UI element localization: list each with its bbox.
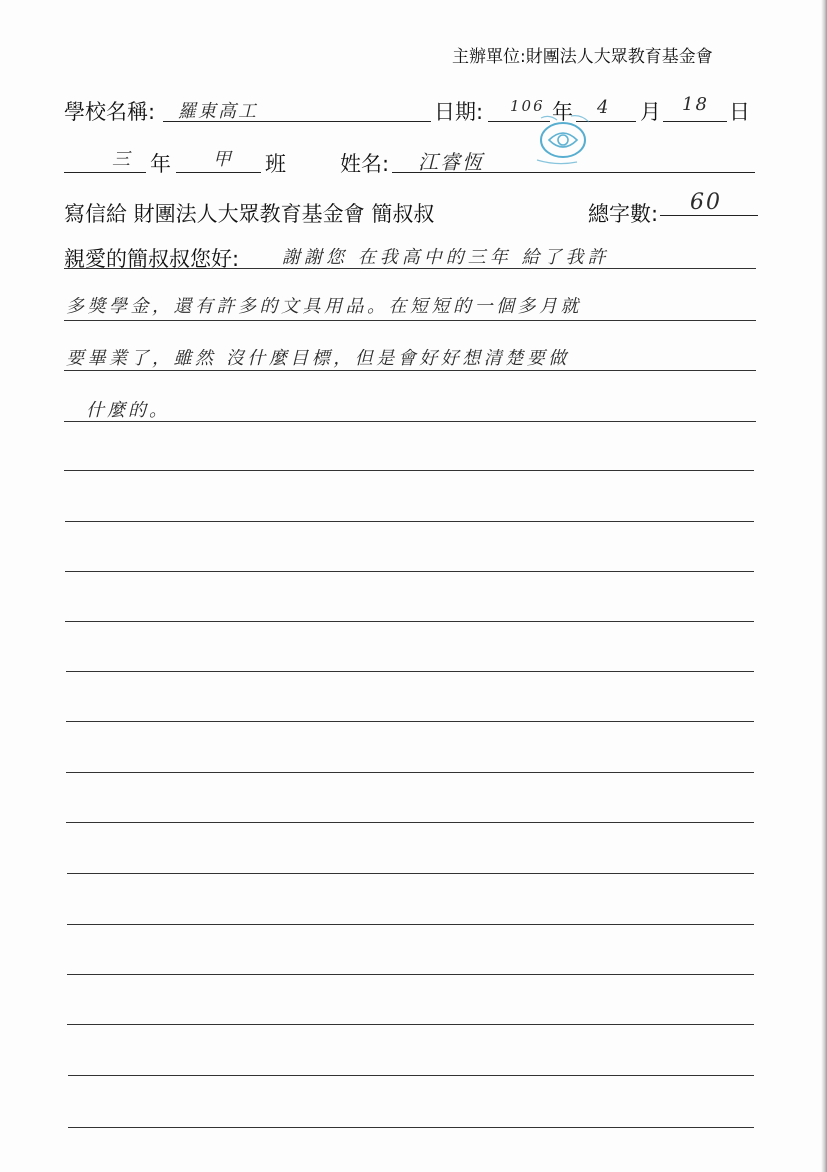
school-label: 學校名稱:	[64, 100, 156, 124]
word-count-value: 60	[690, 190, 722, 215]
name-label: 姓名:	[340, 152, 390, 176]
year-label: 年	[552, 100, 573, 124]
grade-value: 三	[112, 149, 132, 170]
writing-rule	[65, 571, 754, 572]
writing-rule	[64, 370, 756, 371]
letter-line-3: 要畢業了，雖然 沒什麼目標，但是會好好想清楚要做	[66, 348, 570, 369]
writing-rule	[66, 822, 754, 823]
date-label: 日期:	[434, 100, 484, 124]
class-underline	[176, 172, 261, 173]
day-label: 日	[729, 100, 750, 124]
page-edge	[821, 0, 827, 1172]
writing-rule	[65, 621, 754, 622]
writing-rule	[64, 268, 756, 269]
stamp-icon	[527, 110, 599, 166]
class-value: 甲	[213, 149, 233, 170]
recipient-line: 寫信給 財團法人大眾教育基金會 簡叔叔	[64, 202, 435, 226]
grade-underline	[64, 172, 146, 173]
greeting-label: 親愛的簡叔叔您好:	[64, 247, 240, 271]
organizer-label: 主辦單位:財團法人大眾教育基金會	[452, 47, 713, 67]
writing-rule	[66, 671, 754, 672]
writing-rule	[64, 470, 754, 471]
writing-rule	[65, 521, 754, 522]
letter-line-1: 謝謝您 在我高中的三年 給了我許	[282, 247, 610, 268]
class-label: 班	[265, 152, 286, 176]
month-label: 月	[640, 100, 661, 124]
writing-rule	[67, 924, 754, 925]
writing-rule	[67, 873, 754, 874]
letter-line-2: 多獎學金，還有許多的文具用品。在短短的一個多月就	[66, 296, 582, 317]
school-value: 羅東高工	[178, 101, 258, 122]
grade-label: 年	[150, 152, 171, 176]
date-day-value: 18	[682, 94, 709, 115]
writing-rule	[68, 1075, 754, 1076]
name-value: 江睿恆	[418, 150, 484, 174]
letter-line-4: 什麼的。	[86, 400, 170, 421]
writing-rule	[68, 1127, 754, 1128]
writing-rule	[67, 1024, 754, 1025]
writing-rule	[64, 421, 756, 422]
word-count-underline	[660, 215, 758, 216]
writing-rule	[66, 772, 754, 773]
date-month-value: 4	[597, 97, 611, 118]
writing-rule	[64, 320, 756, 321]
word-count-label: 總字數:	[588, 202, 659, 226]
writing-rule	[66, 721, 754, 722]
date-year-value: 106	[510, 97, 545, 115]
day-underline	[663, 121, 727, 122]
writing-rule	[67, 974, 754, 975]
